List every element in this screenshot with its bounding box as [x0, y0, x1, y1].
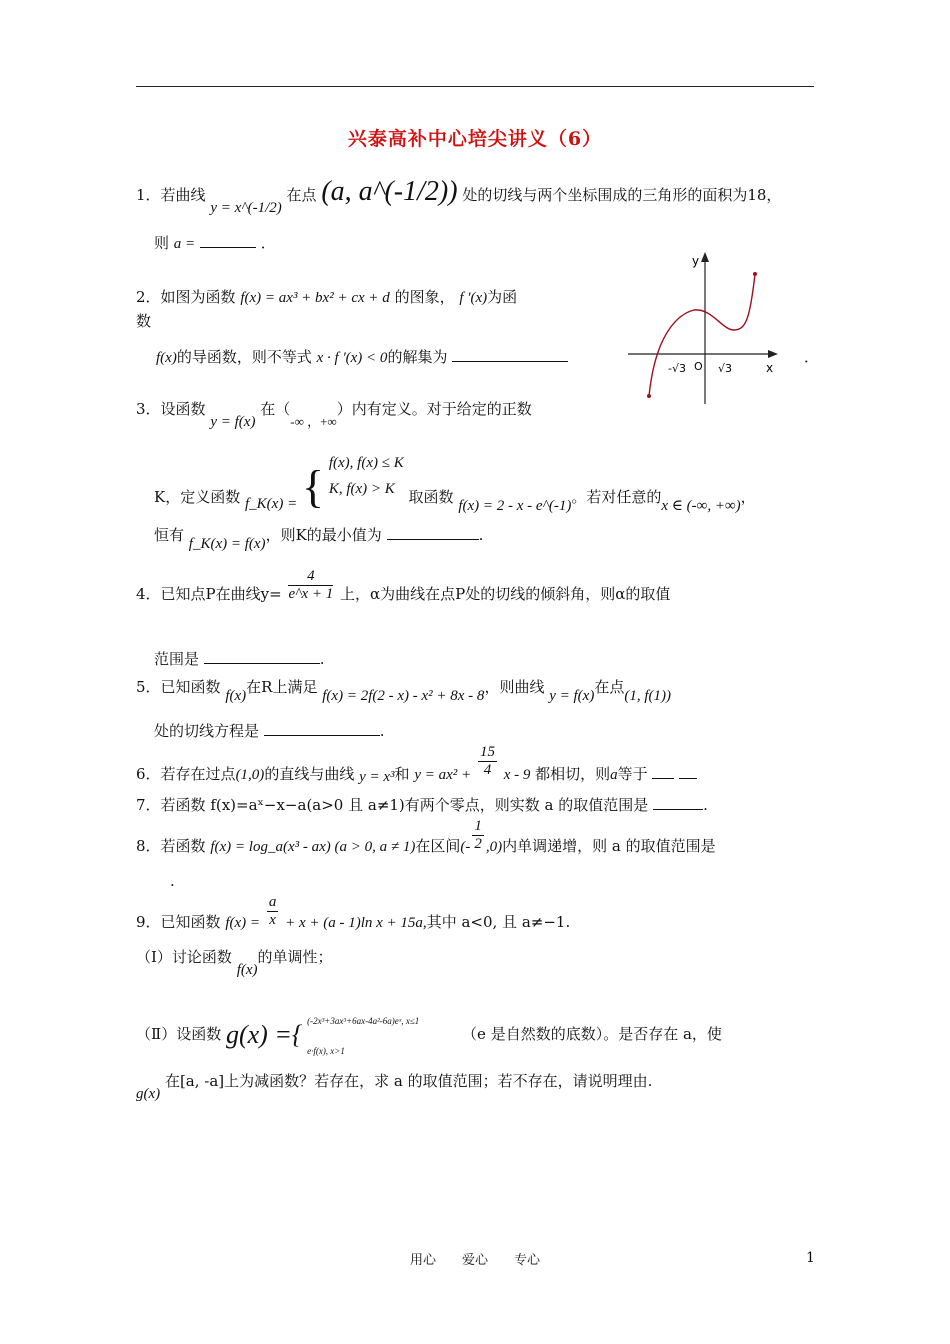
q4-blank[interactable] [204, 663, 320, 664]
question-5-line2: 处的切线方程是 . [154, 722, 385, 740]
question-6: 6．若存在过点(1,0)的直线与曲线 y = x³和 y = ax² + $\frac{15}{4}$ x - 9 都相切，则a等于 [136, 744, 697, 778]
question-9: 9．已知函数 f(x) = $\frac{a}{x}$ + x + (a - 1)ln x + 15a,其中 a<0, 且 a≠−1. [136, 894, 571, 931]
q8-fraction: $\frac{1}{2}$ [474, 818, 482, 852]
question-3-line2: K，定义函数 f_K(x) = { f(x), f(x) ≤ K K, f(x) > K 取函数 f(x) = 2 - x - e^(-1)。若对任意的x ∈ (-∞, +∞)， [154, 450, 756, 510]
origin-label: O [694, 360, 703, 373]
q5-blank[interactable] [264, 735, 380, 736]
cubic-function-graph [622, 248, 790, 408]
q7-blank[interactable] [653, 809, 703, 810]
tick-right-label: √3 [718, 362, 733, 375]
x-axis-arrow-icon [768, 350, 778, 358]
q9-g-function: g(x) ={ [225, 1020, 303, 1049]
question-3: 3．设函数 y = f(x) 在（-∞ ，+∞）内有定义。对于给定的正数 [136, 400, 532, 430]
page-title: 兴泰高补中心培尖讲义（6） [347, 128, 603, 150]
curve-end-point [753, 272, 757, 276]
tick-left-label: -√3 [668, 362, 686, 375]
q4-fraction: $\frac{4}{e\^{}x + 1}$ [288, 568, 334, 602]
q9-fraction: $\frac{a}{x}$ [268, 894, 277, 928]
curve-path [649, 274, 755, 396]
header-rule [136, 86, 814, 87]
q2-formula: f(x) = ax³ + bx² + cx + d [240, 290, 390, 306]
q9-g-cases: (-2x³+3ax³+6ax-4a²-6a)eˣ, x≤1 e·f(x), x>1 [307, 1016, 420, 1056]
question-3-line3: 恒有 f_K(x) = f(x)，则K的最小值为 . [154, 526, 484, 552]
q1-number: 1． [136, 186, 161, 204]
question-8: 8．若函数 f(x) = log_a(x³ - ax) (a > 0, a ≠ 1)在区间(- $\frac{1}{2}$ ,0)内单调递增，则 a 的取值范围是 [136, 818, 716, 855]
question-4-line2: 范围是 . [154, 650, 325, 668]
q3-blank[interactable] [387, 539, 479, 540]
question-5: 5．已知函数 f(x)在R上满足 f(x) = 2f(2 - x) - x² + 8x - 8，则曲线 y = f(x)在点(1, f(1)) [136, 678, 672, 704]
y-axis-label: y [692, 254, 700, 268]
question-1-answer-line: 则 a = ． [154, 234, 276, 252]
question-2: 2．如图为函数 f(x) = ax³ + bx² + cx + d 的图象， f '(x)为函 [136, 288, 518, 306]
q6-blank-a[interactable] [652, 778, 674, 779]
q6-fraction: $\frac{15}{4}$ [479, 744, 495, 778]
question-9-part1: （Ⅰ）讨论函数 f(x)的单调性； [136, 948, 333, 978]
q1-blank[interactable] [200, 247, 256, 248]
q6-blank-b[interactable] [679, 778, 697, 779]
x-axis-label: x [766, 361, 774, 375]
y-axis-arrow-icon [701, 252, 709, 262]
q1-formula-b: (a, a^(-1/2)) [321, 176, 458, 207]
curve-start-point [647, 394, 651, 398]
question-1: 1．若曲线 y = x^(-1/2) 在点 (a, a^(-1/2)) 处的切线与两个坐标围成的三角形的面积为18， [136, 176, 782, 216]
question-9-part2: （Ⅱ）设函数 g(x) ={ (-2x³+3ax³+6ax-4a²-6a)eˣ, x≤1 e·f(x), x>1 （e 是自然数的底数）。是否存在 a，使 [136, 1006, 722, 1056]
q2-blank[interactable] [452, 361, 568, 362]
question-7: 7．若函数 f(x)=aˣ−x−a(a>0 且 a≠1)有两个零点，则实数 a 的取值范围是 . [136, 796, 708, 814]
page-number: 1 [806, 1250, 815, 1266]
q3-brace: { [301, 461, 325, 512]
footer-text: 用心 爱心 专心 [409, 1253, 540, 1268]
question-2-line3: f(x)的导函数，则不等式 x · f '(x) < 0的解集为 [156, 346, 568, 367]
q1-formula-a: y = x^(-1/2) [210, 200, 282, 216]
q3-cases: f(x), f(x) ≤ K K, f(x) > K [328, 455, 404, 497]
question-9-part3: g(x) 在[a, -a]上为减函数？若存在，求 a 的取值范围；若不存在，请说明理由. [136, 1072, 653, 1102]
question-4: 4．已知点P在曲线y= $\frac{4}{e\^{}x + 1}$ 上，α为曲线在点P处的切线的倾斜角，则α的取值 [136, 568, 671, 603]
